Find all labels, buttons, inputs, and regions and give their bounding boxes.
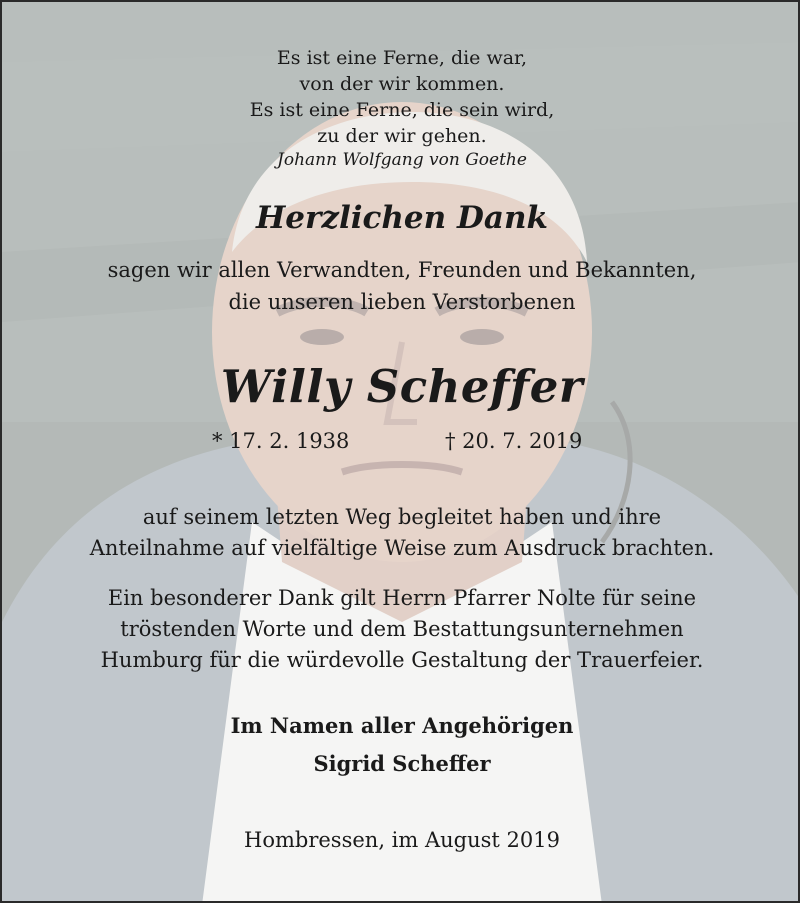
birth-date: * 17. 2. 1938 bbox=[212, 429, 350, 453]
place-date: Hombressen, im August 2019 bbox=[244, 828, 560, 852]
thanks-line: auf seinem letzten Weg begleitet haben und ihre bbox=[142, 505, 662, 529]
poem-line: von der wir kommen. bbox=[299, 73, 505, 95]
intro-line: sagen wir allen Verwandten, Freunden und Bekannten, bbox=[107, 258, 697, 282]
thanks-line: Anteilnahme auf vielfältige Weise zum Ausdruck brachten. bbox=[89, 536, 715, 560]
signature-name: Sigrid Scheffer bbox=[313, 751, 491, 776]
poem-line: Es ist eine Ferne, die war, bbox=[276, 47, 528, 69]
deceased-name: Willy Scheffer bbox=[220, 360, 584, 413]
death-date: † 20. 7. 2019 bbox=[445, 429, 583, 453]
poem-line: zu der wir gehen. bbox=[317, 125, 487, 147]
special-thanks-line: tröstenden Worte und dem Bestattungsunternehmen bbox=[120, 617, 684, 641]
poem-line: Es ist eine Ferne, die sein wird, bbox=[249, 99, 555, 121]
thanks-heading: Herzlichen Dank bbox=[256, 200, 548, 236]
signature-line: Im Namen aller Angehörigen bbox=[230, 713, 574, 738]
poem-author: Johann Wolfgang von Goethe bbox=[277, 150, 527, 170]
special-thanks-line: Humburg für die würdevolle Gestaltung der Trauerfeier. bbox=[100, 648, 704, 672]
obituary-text bbox=[2, 2, 800, 903]
intro-line: die unseren lieben Verstorbenen bbox=[228, 290, 576, 314]
special-thanks-line: Ein besonderer Dank gilt Herrn Pfarrer Nolte für seine bbox=[107, 586, 697, 610]
